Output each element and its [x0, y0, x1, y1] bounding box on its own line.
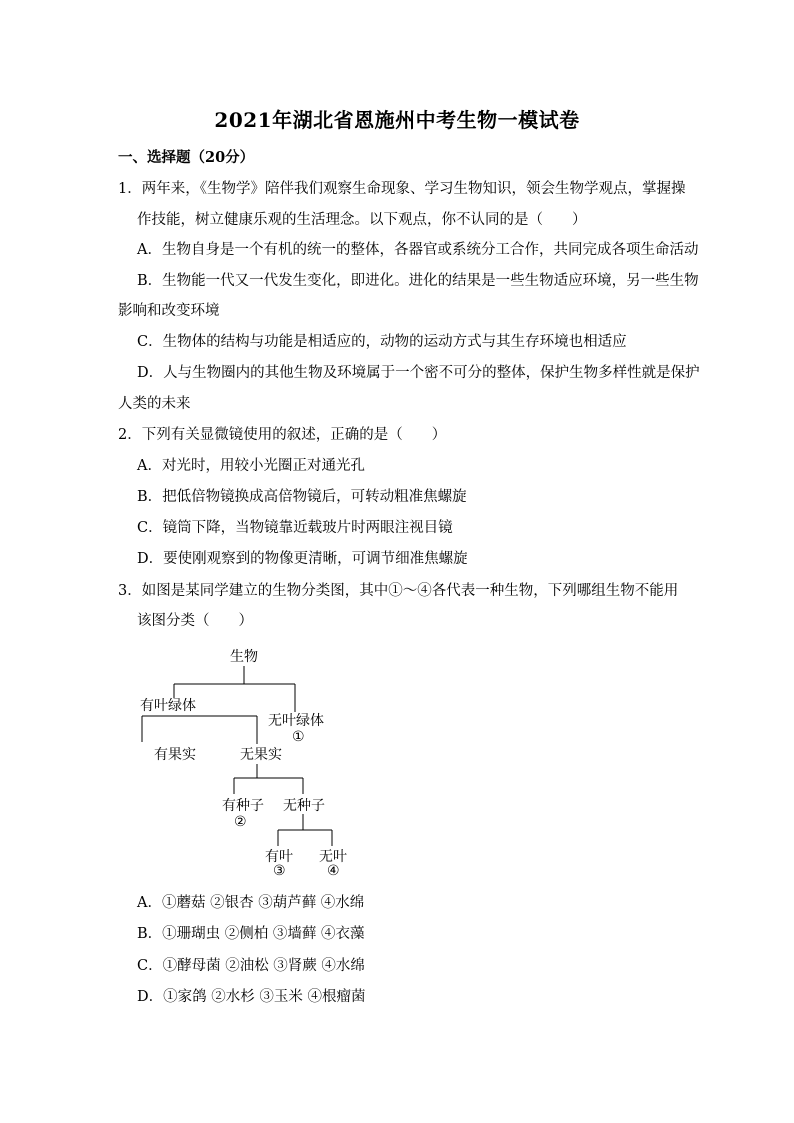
q3-stem-line1: 3．如图是某同学建立的生物分类图，其中①～④各代表一种生物，下列哪组生物不能用 [118, 583, 679, 599]
tree-node-has-fruit: 有果实 [154, 747, 196, 763]
q3-option-d: D．①家鸽 ②水杉 ③玉米 ④根瘤菌 [137, 989, 366, 1005]
q1-stem-line1: 1．两年来，《生物学》陪伴我们观察生命现象、学习生物知识，领会生物学观点，掌握操 [118, 181, 686, 197]
q2-option-a: A．对光时，用较小光圈正对通光孔 [137, 458, 365, 474]
tree-mark-3: ③ [273, 863, 286, 879]
q1-option-d-line1: D．人与生物圈内的其他生物及环境属于一个密不可分的整体，保护生物多样性就是保护 [137, 365, 700, 381]
tree-root-label: 生物 [230, 649, 258, 665]
classification-tree-diagram [130, 642, 380, 882]
q3-option-c: C．①酵母菌 ②油松 ③肾蕨 ④水绵 [137, 958, 365, 974]
page-title: 2021年湖北省恩施州中考生物一模试卷 [214, 108, 580, 132]
tree-mark-2: ② [234, 814, 247, 830]
tree-node-has-seed: 有种子 [222, 798, 264, 814]
tree-node-no-seed: 无种子 [283, 798, 325, 814]
q3-option-b: B．①珊瑚虫 ②侧柏 ③墙藓 ④衣藻 [137, 926, 365, 942]
q2-stem: 2．下列有关显微镜使用的叙述，正确的是（ ） [118, 427, 447, 443]
q1-stem-line2: 作技能，树立健康乐观的生活理念。以下观点，你不认同的是（ ） [137, 212, 587, 228]
tree-node-has-leaf: 有叶 [265, 849, 293, 865]
q3-stem-line2: 该图分类（ ） [137, 613, 253, 629]
q2-option-d: D．要使刚观察到的物像更清晰，可调节细准焦螺旋 [137, 551, 468, 567]
q1-option-b-line1: B．生物能一代又一代发生变化，即进化。进化的结果是一些生物适应环境，另一些生物 [137, 273, 699, 289]
tree-node-no-leaf: 无叶 [319, 849, 347, 865]
tree-mark-1: ① [292, 729, 305, 745]
tree-node-has-chlorophyll: 有叶绿体 [140, 698, 196, 714]
q1-option-c: C．生物体的结构与功能是相适应的，动物的运动方式与其生存环境也相适应 [137, 334, 627, 350]
tree-mark-4: ④ [327, 863, 340, 879]
tree-node-no-fruit: 无果实 [240, 747, 282, 763]
q2-option-b: B．把低倍物镜换成高倍物镜后，可转动粗准焦螺旋 [137, 489, 467, 505]
q2-option-c: C．镜筒下降，当物镜靠近载玻片时两眼注视目镜 [137, 520, 453, 536]
q3-option-a: A．①蘑菇 ②银杏 ③葫芦藓 ④水绵 [137, 895, 365, 911]
tree-node-no-chlorophyll: 无叶绿体 [268, 713, 324, 729]
section-heading: 一、选择题（20分） [118, 149, 255, 166]
q1-option-b-line2: 影响和改变环境 [118, 303, 220, 319]
q1-option-a: A．生物自身是一个有机的统一的整体，各器官或系统分工合作，共同完成各项生命活动 [137, 242, 699, 258]
q1-option-d-line2: 人类的未来 [118, 396, 191, 412]
